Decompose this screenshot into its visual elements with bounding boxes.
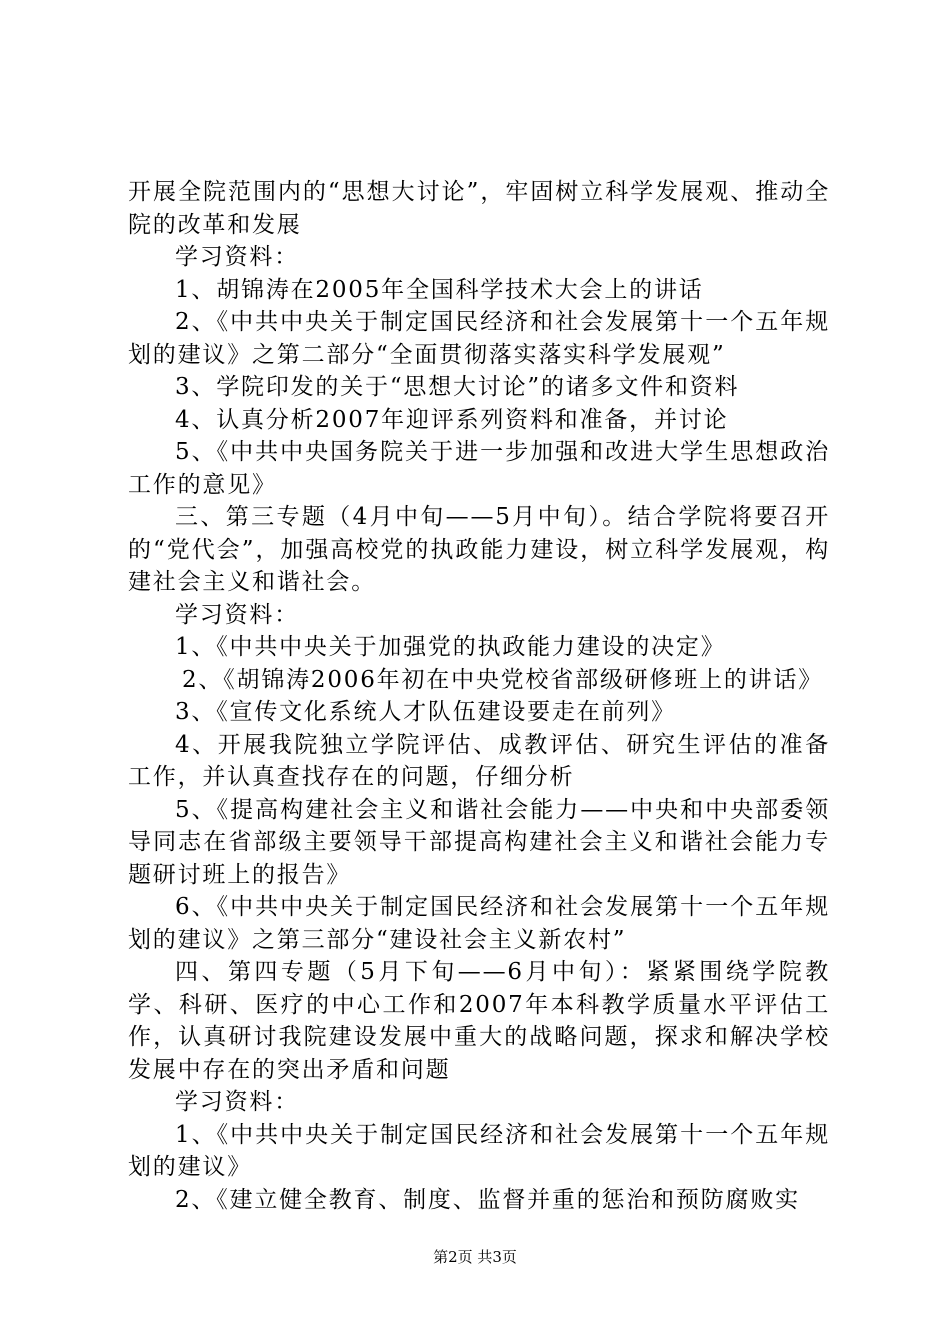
paragraph-list-item: 1、《中共中央关于加强党的执政能力建设的决定》 [175,634,726,660]
document-body [128,176,830,1216]
paragraph-section-four: 四、第四专题（5月下旬——6月中旬）：紧紧围绕学院教学、科研、医疗的中心工作和2007年本科教学质量水平评估工作，认真研讨我院建设发展中重大的战略问题，探求和解决学校发展中存在的突出矛盾和问题 [128,959,830,1083]
paragraph-list-item: 5、《中共中央国务院关于进一步加强和改进大学生思想政治工作的意见》 [128,439,830,498]
paragraph-list-item: 6、《中共中央关于制定国民经济和社会发展第十一个五年规划的建议》之第三部分“建设社会主义新农村” [128,894,830,953]
paragraph-study-materials-heading: 学习资料： [175,1089,299,1115]
paragraph-list-item: 2、《建立健全教育、制度、监督并重的惩治和预防腐败实 [175,1186,800,1213]
paragraph-section-three: 三、第三专题（4月中旬——5月中旬）。结合学院将要召开的“党代会”，加强高校党的执政能力建设，树立科学发展观，构建社会主义和谐社会。 [128,504,830,595]
paragraph-list-item: 4、认真分析2007年迎评系列资料和准备，并讨论 [175,406,729,433]
page-footer: 第2页 共3页 [433,1248,517,1266]
paragraph-list-item: 1、胡锦涛在2005年全国科学技术大会上的讲话 [175,276,704,303]
paragraph-study-materials-heading: 学习资料： [175,601,299,628]
paragraph-list-item: 5、《提高构建社会主义和谐社会能力——中央和中央部委领导同志在省部级主要领导干部提高构建社会主义和谐社会能力专题研讨班上的报告》 [128,796,830,888]
paragraph-list-item: 2、《胡锦涛2006年初在中央党校省部级研修班上的讲话》 [182,666,824,693]
paragraph-list-item: 3、学院印发的关于“思想大讨论”的诸多文件和资料 [175,374,740,400]
paragraph-list-item: 4、开展我院独立学院评估、成教评估、研究生评估的准备工作，并认真查找存在的问题，仔细分析 [128,731,830,790]
paragraph-list-item: 2、《中共中央关于制定国民经济和社会发展第十一个五年规划的建议》之第二部分“全面贯彻落实落实科学发展观” [128,309,830,368]
paragraph-list-item: 1、《中共中央关于制定国民经济和社会发展第十一个五年规划的建议》 [128,1121,830,1180]
paragraph-continuation: 开展全院范围内的“思想大讨论”，牢固树立科学发展观、推动全院的改革和发展 [128,179,830,238]
paragraph-study-materials-heading: 学习资料： [175,244,299,270]
paragraph-list-item: 3、《宣传文化系统人才队伍建设要走在前列》 [175,699,676,725]
